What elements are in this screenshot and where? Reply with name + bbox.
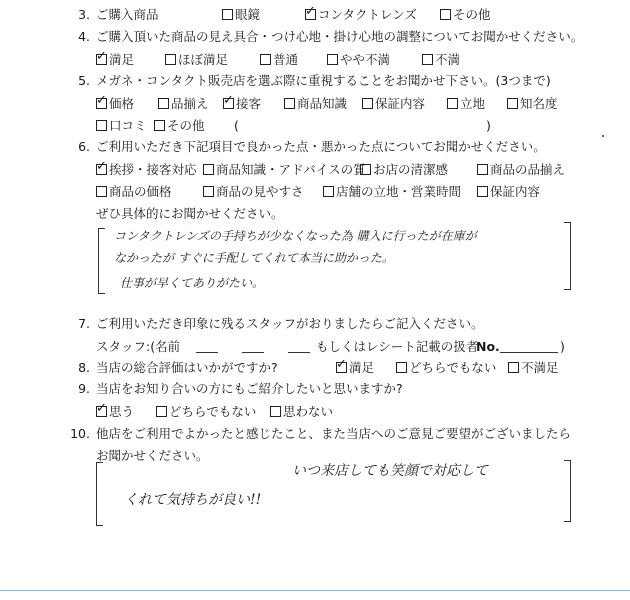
q9-option-neutral[interactable] bbox=[156, 404, 256, 420]
checkbox[interactable] bbox=[203, 164, 214, 175]
option-label: ほぼ満足 bbox=[178, 52, 229, 67]
q4-option-dissatisfied[interactable] bbox=[422, 52, 460, 68]
q7-staff-label: スタッフ:(名前 bbox=[96, 339, 181, 354]
checkbox[interactable] bbox=[477, 164, 488, 175]
checkbox[interactable] bbox=[336, 357, 347, 373]
check-mark-icon: ✓ bbox=[96, 93, 107, 108]
q5-option-location[interactable] bbox=[447, 96, 485, 112]
q4-option-somewhat-dissatisfied[interactable] bbox=[327, 52, 390, 68]
q6-bracket-right bbox=[564, 222, 571, 290]
q5-option-reviews[interactable] bbox=[96, 118, 147, 134]
checkbox[interactable] bbox=[158, 98, 169, 109]
checkbox[interactable] bbox=[96, 159, 107, 175]
q8-number: 8. bbox=[78, 360, 90, 375]
option-label: 品揃え bbox=[171, 96, 209, 111]
checkbox[interactable] bbox=[507, 98, 518, 109]
checkbox[interactable] bbox=[440, 9, 451, 20]
option-label: 立地 bbox=[460, 96, 486, 111]
option-label: 思う bbox=[109, 404, 135, 419]
q10-bracket-left bbox=[96, 462, 103, 526]
q6-text: ご利用いただき下記項目で良かった点・悪かった点についてお聞かせください。 bbox=[96, 139, 546, 154]
q7-name-underline-1[interactable] bbox=[196, 352, 218, 353]
q7-number-field[interactable] bbox=[500, 352, 558, 353]
checkbox[interactable] bbox=[323, 186, 334, 197]
option-label: 接客 bbox=[236, 96, 262, 111]
option-label: 保証内容 bbox=[375, 96, 426, 111]
q3-option-contacts[interactable] bbox=[305, 4, 417, 23]
q6-option-greeting[interactable] bbox=[96, 159, 197, 178]
q7-name-underline-3[interactable] bbox=[288, 352, 310, 353]
check-mark-icon: ✓ bbox=[223, 93, 234, 108]
q5-number: 5. bbox=[78, 73, 90, 88]
q6-option-warranty[interactable] bbox=[477, 184, 540, 200]
q6-detail-prompt: ぜひ具体的にお聞かせください。 bbox=[96, 206, 284, 221]
checkbox[interactable] bbox=[362, 98, 373, 109]
option-label: 満足 bbox=[349, 360, 375, 375]
q9-option-no[interactable] bbox=[270, 404, 333, 420]
q4-number: 4. bbox=[78, 29, 90, 44]
q3-number: 3. bbox=[78, 7, 90, 22]
q10-bracket-right bbox=[564, 460, 571, 522]
q9-number: 9. bbox=[78, 381, 90, 396]
option-label: 商品の見やすさ bbox=[216, 184, 304, 199]
option-label: 保証内容 bbox=[490, 184, 541, 199]
q8-text: 当店の総合評価はいかがですか? bbox=[96, 360, 278, 375]
q5-other-paren-open: ( bbox=[234, 118, 239, 133]
q7-receipt-label: もしくはレシート記載の扱者 bbox=[316, 339, 479, 354]
option-label: 普通 bbox=[273, 52, 299, 67]
option-label: 知名度 bbox=[520, 96, 558, 111]
check-mark-icon: ✓ bbox=[96, 401, 107, 416]
q6-handwriting-line-1: コンタクトレンズの手持ちが少なくなった為 購入に行ったが在庫が bbox=[114, 229, 477, 243]
checkbox[interactable] bbox=[422, 54, 433, 65]
q6-option-advice[interactable] bbox=[203, 162, 366, 178]
check-mark-icon: ✓ bbox=[96, 49, 107, 64]
checkbox[interactable] bbox=[396, 362, 407, 373]
checkbox[interactable] bbox=[165, 54, 176, 65]
checkbox[interactable] bbox=[96, 401, 107, 417]
q10-text-2: お聞かせください。 bbox=[96, 448, 209, 463]
checkbox[interactable] bbox=[260, 54, 271, 65]
option-label: 眼鏡 bbox=[235, 7, 261, 22]
checkbox[interactable] bbox=[222, 9, 233, 20]
q5-option-price[interactable] bbox=[96, 93, 135, 112]
q7-name-underline-2[interactable] bbox=[242, 352, 264, 353]
q7-number: 7. bbox=[78, 316, 90, 331]
option-label: コンタクトレンズ bbox=[318, 7, 417, 22]
checkbox[interactable] bbox=[360, 164, 371, 175]
check-mark-icon: ✓ bbox=[336, 357, 347, 372]
q3-text: ご購入商品 bbox=[96, 7, 159, 22]
q5-other-paren-close: ) bbox=[486, 118, 491, 133]
option-label: 満足 bbox=[109, 52, 135, 67]
checkbox[interactable] bbox=[270, 406, 281, 417]
q9-text: 当店をお知り合いの方にもご紹介したいと思いますか? bbox=[96, 381, 403, 396]
checkbox[interactable] bbox=[327, 54, 338, 65]
q4-option-mostly-satisfied[interactable] bbox=[165, 52, 228, 68]
q10-handwriting-line-2: くれて気持ちが良い!! bbox=[124, 492, 262, 508]
q7-no-label: No. bbox=[476, 339, 500, 354]
option-label: お店の清潔感 bbox=[373, 162, 449, 177]
option-label: 商品の品揃え bbox=[490, 162, 566, 177]
q6-handwriting-line-3: 仕事が早くてありがたい。 bbox=[120, 276, 265, 290]
q5-option-other[interactable] bbox=[154, 118, 205, 134]
q7-close-paren: ) bbox=[560, 339, 565, 354]
option-label: どちらでもない bbox=[169, 404, 257, 419]
option-label: 価格 bbox=[109, 96, 135, 111]
option-label: 商品の価格 bbox=[109, 184, 172, 199]
q4-text: ご購入頂いた商品の見え具合・つけ心地・掛け心地の調整についてお聞かせください。 bbox=[96, 29, 584, 44]
option-label: 不満足 bbox=[521, 360, 559, 375]
option-label: 商品知識 bbox=[297, 96, 348, 111]
q5-option-service[interactable] bbox=[223, 93, 262, 112]
q10-text: 他店をご利用でよかったと感じたこと、また当店へのご意見ご要望がございましたら bbox=[96, 426, 572, 441]
check-mark-icon: ✓ bbox=[305, 4, 316, 19]
checkbox[interactable] bbox=[203, 186, 214, 197]
q6-option-cleanliness[interactable] bbox=[360, 162, 448, 178]
q6-number: 6. bbox=[78, 139, 90, 154]
checkbox[interactable] bbox=[96, 186, 107, 197]
q10-handwriting-line-1: いつ来店しても笑顔で対応して bbox=[292, 463, 488, 479]
q5-option-warranty[interactable] bbox=[362, 96, 425, 112]
q3-option-glasses[interactable] bbox=[222, 7, 260, 23]
option-label: 挨拶・接客対応 bbox=[109, 162, 197, 177]
q6-option-visibility[interactable] bbox=[203, 184, 304, 200]
checkbox[interactable] bbox=[156, 406, 167, 417]
q6-option-price[interactable] bbox=[96, 184, 172, 200]
q6-option-location-hours[interactable] bbox=[323, 184, 461, 200]
q4-option-normal[interactable] bbox=[260, 52, 298, 68]
q5-option-selection[interactable] bbox=[158, 96, 209, 112]
option-label: 店舗の立地・営業時間 bbox=[336, 184, 462, 199]
q6-option-selection[interactable] bbox=[477, 162, 565, 178]
checkbox[interactable] bbox=[96, 49, 107, 65]
q8-option-satisfied[interactable] bbox=[336, 357, 375, 376]
q10-number: 10. bbox=[70, 426, 90, 441]
option-label: その他 bbox=[167, 118, 205, 133]
q6-handwriting-line-2: なかったが すぐに手配してくれて本当に助かった。 bbox=[114, 251, 394, 265]
q4-option-satisfied[interactable] bbox=[96, 49, 135, 68]
q9-option-yes[interactable] bbox=[96, 401, 135, 420]
checkbox[interactable] bbox=[447, 98, 458, 109]
checkbox[interactable] bbox=[96, 93, 107, 109]
checkbox[interactable] bbox=[154, 120, 165, 131]
option-label: その他 bbox=[453, 7, 491, 22]
checkbox[interactable] bbox=[284, 98, 295, 109]
option-label: 不満 bbox=[435, 52, 461, 67]
check-mark-icon: ✓ bbox=[96, 159, 107, 174]
q6-bracket-left bbox=[98, 228, 105, 294]
option-label: やや不満 bbox=[340, 52, 391, 67]
page-bottom-border bbox=[0, 590, 630, 591]
option-label: 口コミ bbox=[109, 118, 147, 133]
checkbox[interactable] bbox=[477, 186, 488, 197]
checkbox[interactable] bbox=[223, 93, 234, 109]
checkbox[interactable] bbox=[96, 120, 107, 131]
q8-option-neutral[interactable] bbox=[396, 360, 496, 376]
q5-option-knowledge[interactable] bbox=[284, 96, 347, 112]
option-label: 商品知識・アドバイスの質 bbox=[216, 162, 366, 177]
speck bbox=[602, 135, 604, 137]
option-label: どちらでもない bbox=[409, 360, 497, 375]
q5-option-recognition[interactable] bbox=[507, 96, 558, 112]
q5-text: メガネ・コンタクト販売店を選ぶ際に重視することをお聞かせ下さい。(3つまで) bbox=[96, 73, 551, 88]
option-label: 思わない bbox=[283, 404, 334, 419]
q3-option-other[interactable] bbox=[440, 7, 491, 23]
q8-option-dissatisfied[interactable] bbox=[508, 360, 559, 376]
checkbox[interactable] bbox=[508, 362, 519, 373]
q7-text: ご利用いただき印象に残るスタッフがおりましたらご記入ください。 bbox=[96, 316, 484, 331]
checkbox[interactable] bbox=[305, 4, 316, 20]
